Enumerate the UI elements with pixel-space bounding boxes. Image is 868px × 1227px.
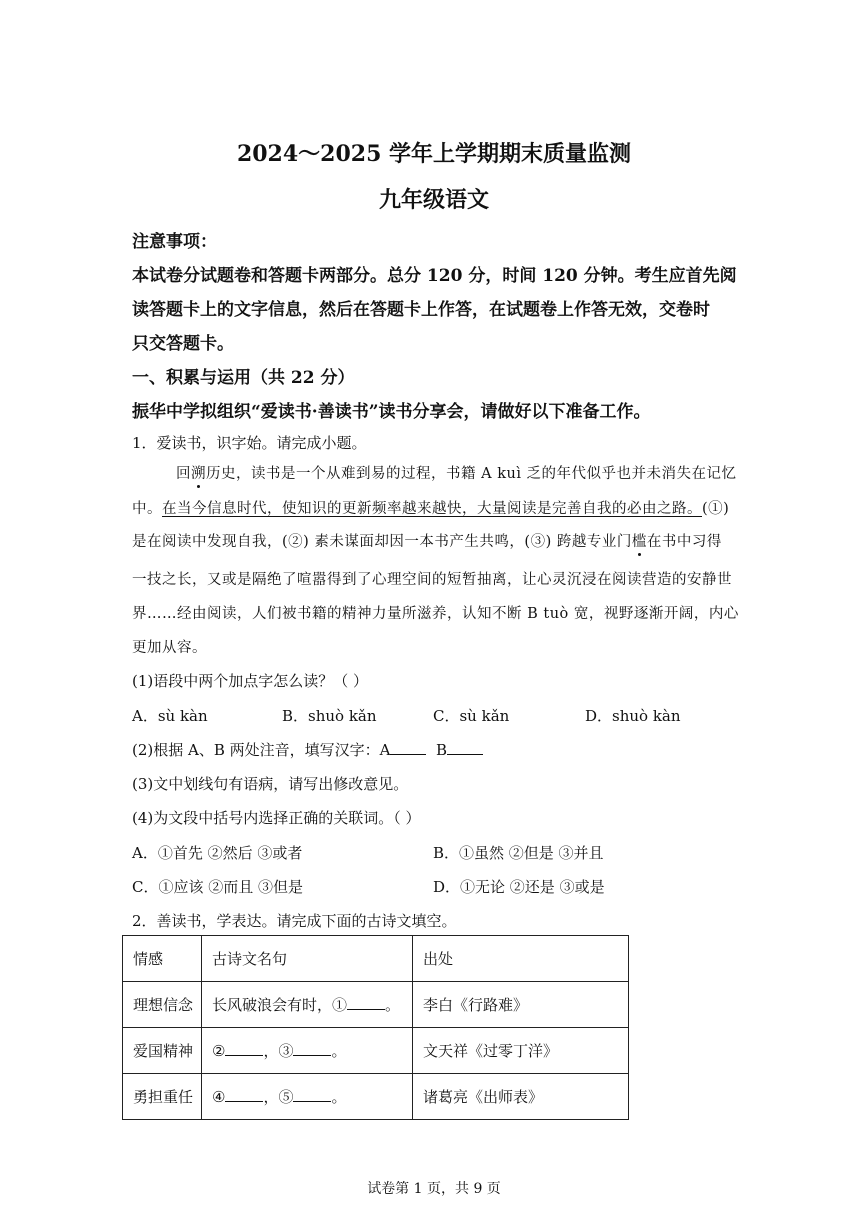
question-1-stem: 1．爱读书，识字始。请完成小题。 <box>132 434 367 452</box>
option-d: D．shuò kàn <box>585 707 681 725</box>
header-source: 出处 <box>413 936 629 982</box>
table-row <box>123 1074 629 1120</box>
sub-question-1: (1)语段中两个加点字怎么读？（ ） <box>132 672 369 690</box>
fill-blank <box>293 1087 331 1102</box>
poem-table <box>122 935 629 1120</box>
passage-text: 是在阅读中发现自我，(②) 素未谋面却因一本书产生共鸣，(③) 跨越专业门 <box>132 534 632 550</box>
dotted-char-kan: 槛 <box>632 530 647 551</box>
option-c: C．sù kǎn <box>433 707 510 725</box>
table-row <box>123 1028 629 1074</box>
cell-line <box>202 1028 413 1074</box>
cell-emotion: 爱国精神 <box>123 1028 202 1074</box>
exam-title: 2024～2025 学年上学期期末质量监测 <box>236 141 632 167</box>
option-b: B．①虽然 ②但是 ③并且 <box>433 844 604 862</box>
passage-text: 回 <box>176 466 191 482</box>
line-end: 。 <box>385 996 401 1014</box>
passage-line-4: 一技之长，又或是隔绝了喧嚣得到了心理空间的短暂抽离，让心灵沉浸在阅读营造的安静世 <box>132 572 732 588</box>
line-mid: ，⑤ <box>263 1088 294 1106</box>
header-line: 古诗文名句 <box>202 936 413 982</box>
notice-line-2: 读答题卡上的文字信息，然后在答题卡上作答，在试题卷上作答无效，交卷时 <box>132 300 710 320</box>
blank-b <box>447 740 483 755</box>
section-intro: 振华中学拟组织“爱读书·善读书”读书分享会，请做好以下准备工作。 <box>132 402 651 422</box>
fill-blank <box>225 1041 263 1056</box>
blank-b-label: B <box>436 741 448 759</box>
option-b: B．shuò kǎn <box>282 707 377 725</box>
passage-line-5: 界……经由阅读，人们被书籍的精神力量所滋养，认知不断 B tuò 宽，视野逐渐开阔，内心 <box>132 606 739 622</box>
sub-question-4: (4)为文段中括号内选择正确的关联词。（ ） <box>132 809 421 827</box>
exam-subtitle: 九年级语文 <box>378 187 489 213</box>
passage-line-2 <box>132 497 729 518</box>
cell-line <box>202 982 413 1028</box>
page-footer: 试卷第 1 页，共 9 页 <box>367 1181 501 1197</box>
line-text: ② <box>212 1042 226 1060</box>
fill-blank <box>225 1087 263 1102</box>
option-d: D．①无论 ②还是 ③或是 <box>433 878 605 896</box>
line-mid: ，③ <box>263 1042 294 1060</box>
line-end: 。 <box>331 1042 347 1060</box>
sub-question-3: (3)文中划线句有语病，请写出修改意见。 <box>132 775 409 793</box>
cell-emotion: 勇担重任 <box>123 1074 202 1120</box>
line-text: ④ <box>212 1088 226 1106</box>
passage-text: (①) <box>702 501 730 517</box>
cell-source: 文天祥《过零丁洋》 <box>413 1028 629 1074</box>
header-emotion: 情感 <box>123 936 202 982</box>
dotted-char-su: 溯 <box>191 462 206 483</box>
sub-question-2 <box>132 739 483 760</box>
underlined-sentence: 在当今信息时代，使知识的更新频率越来越快，大量阅读是完善自我的必由之路。 <box>162 501 702 517</box>
cell-line <box>202 1074 413 1120</box>
blank-a <box>390 740 426 755</box>
fill-blank <box>347 995 385 1010</box>
passage-text: 在书中习得 <box>646 534 722 550</box>
passage-line-6: 更加从容。 <box>132 640 207 656</box>
option-a: A．sù kàn <box>132 707 208 725</box>
passage-line-1 <box>176 462 737 483</box>
question-2-stem: 2．善读书，学表达。请完成下面的古诗文填空。 <box>132 912 457 930</box>
line-text: 长风破浪会有时，① <box>212 996 348 1014</box>
cell-source: 李白《行路难》 <box>413 982 629 1028</box>
table-row <box>123 982 629 1028</box>
passage-line-3 <box>132 530 722 551</box>
notice-heading: 注意事项： <box>132 232 217 252</box>
notice-line-1: 本试卷分试题卷和答题卡两部分。总分 120 分，时间 120 分钟。考生应首先阅 <box>132 266 737 286</box>
notice-line-3: 只交答题卡。 <box>132 334 234 354</box>
passage-text: 历史，读书是一个从难到易的过程，书籍 A kuì 乏的年代似乎也并未消失在记忆 <box>206 466 737 482</box>
cell-source: 诸葛亮《出师表》 <box>413 1074 629 1120</box>
option-a: A．①首先 ②然后 ③或者 <box>132 844 303 862</box>
passage-text: 中。 <box>132 501 162 517</box>
line-end: 。 <box>331 1088 347 1106</box>
table-header-row <box>123 936 629 982</box>
fill-blank <box>293 1041 331 1056</box>
cell-emotion: 理想信念 <box>123 982 202 1028</box>
section-heading: 一、积累与运用（共 22 分） <box>132 368 355 388</box>
sub-question-2-text: (2)根据 A、B 两处注音，填写汉字：A <box>132 741 391 759</box>
option-c: C．①应该 ②而且 ③但是 <box>132 878 304 896</box>
